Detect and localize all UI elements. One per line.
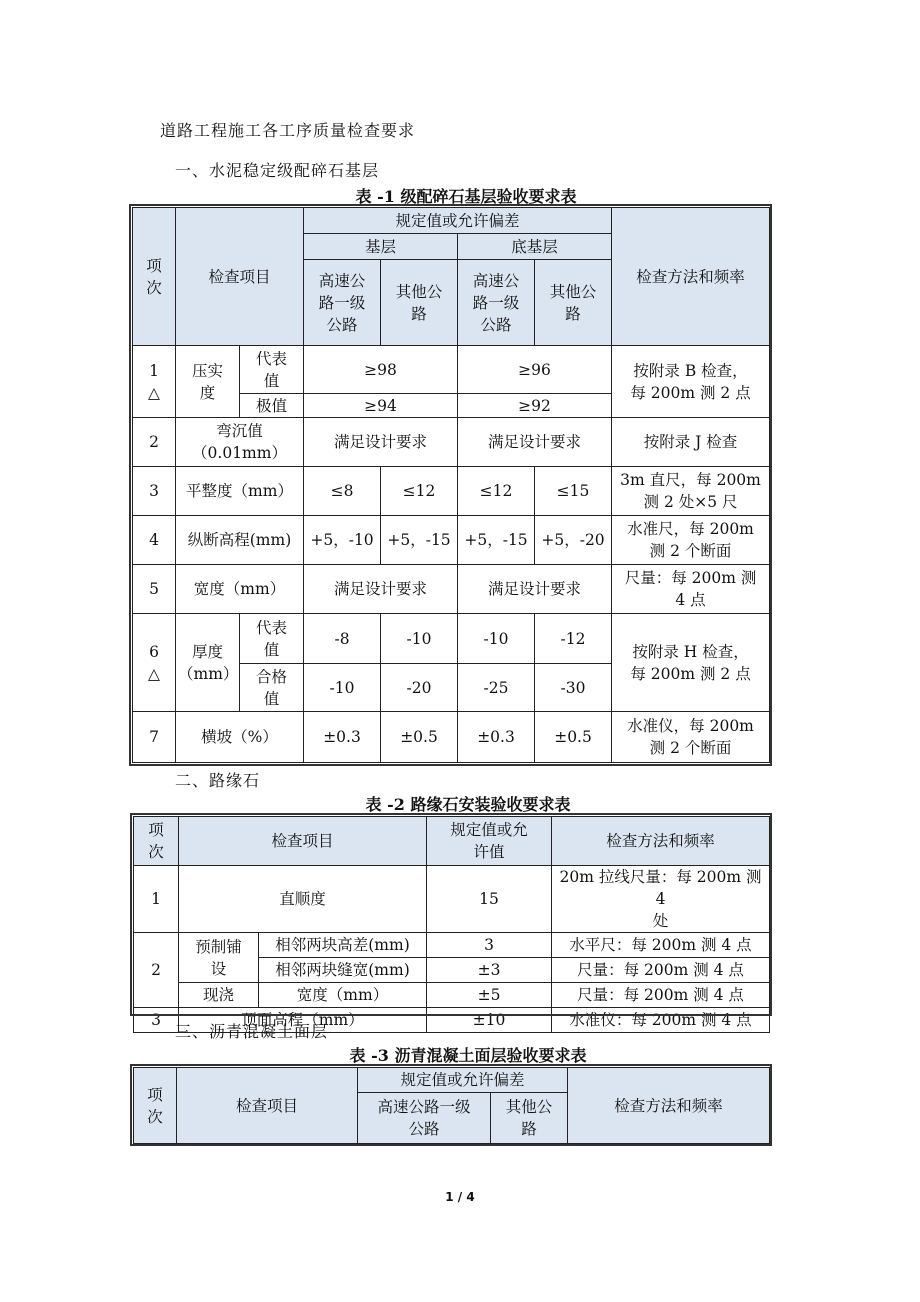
header-other-subbase: 其他公 路 <box>535 260 612 346</box>
table1-base-acceptance <box>132 207 770 763</box>
t2-row2-no: 2 <box>134 933 179 1008</box>
row4-no: 4 <box>133 516 176 565</box>
row1-sub-extreme: 极值 <box>240 394 304 418</box>
row5-method: 尺量：每 200m 测 4 点 <box>612 565 770 614</box>
row6-sub-qualified: 合格 值 <box>240 664 304 712</box>
t3-header-highway: 高速公路一级 公路 <box>358 1093 491 1144</box>
t2-row2b-item: 相邻两块缝宽(mm) <box>259 958 427 983</box>
row6-rep-v2: -10 <box>381 614 458 664</box>
table2-caption: 表 -2 路缘石安装验收要求表 <box>365 795 571 814</box>
row7-no: 7 <box>133 712 176 763</box>
row3-method: 3m 直尺，每 200m 测 2 处×5 尺 <box>612 467 770 516</box>
row1-subbase-extreme: ≥92 <box>458 394 612 418</box>
row3-v3: ≤12 <box>458 467 535 516</box>
row4-method: 水准尺，每 200m 测 2 个断面 <box>612 516 770 565</box>
row7-v3: ±0.3 <box>458 712 535 763</box>
t2-row1-item: 直顺度 <box>179 866 427 933</box>
t2-row2b-value: ±3 <box>427 958 552 983</box>
table2-curb-acceptance <box>133 816 770 1033</box>
row5-subbase: 满足设计要求 <box>458 565 612 614</box>
row6-sub-representative: 代表 值 <box>240 614 304 664</box>
row6-qual-v2: -20 <box>381 664 458 712</box>
row1-base-extreme: ≥94 <box>304 394 458 418</box>
header-highway-subbase: 高速公 路一级 公路 <box>458 260 535 346</box>
row2-item: 弯沉值 （0.01mm） <box>176 418 304 467</box>
row6-rep-v3: -10 <box>458 614 535 664</box>
t2-row2a-method: 水平尺：每 200m 测 4 点 <box>552 933 770 958</box>
row1-subbase-representative: ≥96 <box>458 346 612 394</box>
header-item-no: 项 次 <box>133 208 176 346</box>
row3-v1: ≤8 <box>304 467 381 516</box>
row6-qual-v4: -30 <box>535 664 612 712</box>
table3-caption: 表 -3 沥青混凝土面层验收要求表 <box>349 1046 587 1065</box>
t2-row2-precast: 预制铺 设 <box>179 933 259 983</box>
t2-row2b-method: 尺量：每 200m 测 4 点 <box>552 958 770 983</box>
row3-v2: ≤12 <box>381 467 458 516</box>
row7-v1: ±0.3 <box>304 712 381 763</box>
t2-header-item: 检查项目 <box>179 817 427 866</box>
row1-no: 1 △ <box>133 346 176 418</box>
row1-sub-representative: 代表 值 <box>240 346 304 394</box>
row5-no: 5 <box>133 565 176 614</box>
t2-row1-method: 20m 拉线尺量：每 200m 测 4 处 <box>552 866 770 933</box>
row1-item: 压实 度 <box>176 346 240 418</box>
header-base: 基层 <box>304 234 458 260</box>
t2-row2c-method: 尺量：每 200m 测 4 点 <box>552 983 770 1008</box>
header-highway-base: 高速公 路一级 公路 <box>304 260 381 346</box>
header-allowed-deviation: 规定值或允许偏差 <box>304 208 612 234</box>
row3-item: 平整度（mm） <box>176 467 304 516</box>
row5-base: 满足设计要求 <box>304 565 458 614</box>
header-subbase: 底基层 <box>458 234 612 260</box>
row7-item: 横坡（%） <box>176 712 304 763</box>
row7-method: 水准仪，每 200m 测 2 个断面 <box>612 712 770 763</box>
t3-header-other: 其他公 路 <box>491 1093 568 1144</box>
row4-v1: +5，-10 <box>304 516 381 565</box>
t2-header-no: 项 次 <box>134 817 179 866</box>
row2-subbase: 满足设计要求 <box>458 418 612 467</box>
t3-header-method: 检查方法和频率 <box>568 1068 770 1144</box>
row6-rep-v4: -12 <box>535 614 612 664</box>
t2-row3-method: 水准仪：每 200m 测 4 点 <box>552 1008 770 1033</box>
t3-header-no: 项 次 <box>134 1068 177 1144</box>
row6-qual-v3: -25 <box>458 664 535 712</box>
header-check-item: 检查项目 <box>176 208 304 346</box>
row4-item: 纵断高程(mm) <box>176 516 304 565</box>
table1-caption: 表 -1 级配碎石基层验收要求表 <box>355 187 577 206</box>
header-method: 检查方法和频率 <box>612 208 770 346</box>
row3-v4: ≤15 <box>535 467 612 516</box>
t2-row3-item: 顶面高程（mm） <box>179 1008 427 1033</box>
row7-v4: ±0.5 <box>535 712 612 763</box>
row7-v2: ±0.5 <box>381 712 458 763</box>
page-number: 1 / 4 <box>445 1190 475 1204</box>
t2-row1-no: 1 <box>134 866 179 933</box>
t2-header-allowed: 规定值或允 许值 <box>427 817 552 866</box>
row4-v3: +5，-15 <box>458 516 535 565</box>
row5-item: 宽度（mm） <box>176 565 304 614</box>
t3-header-item: 检查项目 <box>177 1068 358 1144</box>
row6-rep-v1: -8 <box>304 614 381 664</box>
row6-method: 按附录 H 检查， 每 200m 测 2 点 <box>612 614 770 712</box>
row1-base-representative: ≥98 <box>304 346 458 394</box>
row6-qual-v1: -10 <box>304 664 381 712</box>
table3-asphalt-acceptance <box>133 1067 770 1144</box>
t2-row2-castinplace: 现浇 <box>179 983 259 1008</box>
document-title: 道路工程施工各工序质量检查要求 <box>160 121 416 140</box>
row4-v4: +5，-20 <box>535 516 612 565</box>
row4-v2: +5，-15 <box>381 516 458 565</box>
row3-no: 3 <box>133 467 176 516</box>
t2-header-method: 检查方法和频率 <box>552 817 770 866</box>
t2-row2a-value: 3 <box>427 933 552 958</box>
section-heading-curb: 二、路缘石 <box>175 771 261 790</box>
t2-row3-no: 3 <box>134 1008 179 1033</box>
t3-header-allowed: 规定值或允许偏差 <box>358 1068 568 1093</box>
t2-row3-value: ±10 <box>427 1008 552 1033</box>
row2-base: 满足设计要求 <box>304 418 458 467</box>
row1-method: 按附录 B 检查， 每 200m 测 2 点 <box>612 346 770 418</box>
t2-row1-value: 15 <box>427 866 552 933</box>
row2-no: 2 <box>133 418 176 467</box>
row6-item: 厚度 （mm） <box>176 614 240 712</box>
t2-row2c-item: 宽度（mm） <box>259 983 427 1008</box>
row6-no: 6 △ <box>133 614 176 712</box>
section-heading-asphalt: 三、沥青混凝土面层 <box>175 1022 329 1041</box>
row2-method: 按附录 J 检查 <box>612 418 770 467</box>
t2-row2a-item: 相邻两块高差(mm) <box>259 933 427 958</box>
section-heading-base: 一、水泥稳定级配碎石基层 <box>175 161 380 180</box>
header-other-base: 其他公 路 <box>381 260 458 346</box>
t2-row2c-value: ±5 <box>427 983 552 1008</box>
